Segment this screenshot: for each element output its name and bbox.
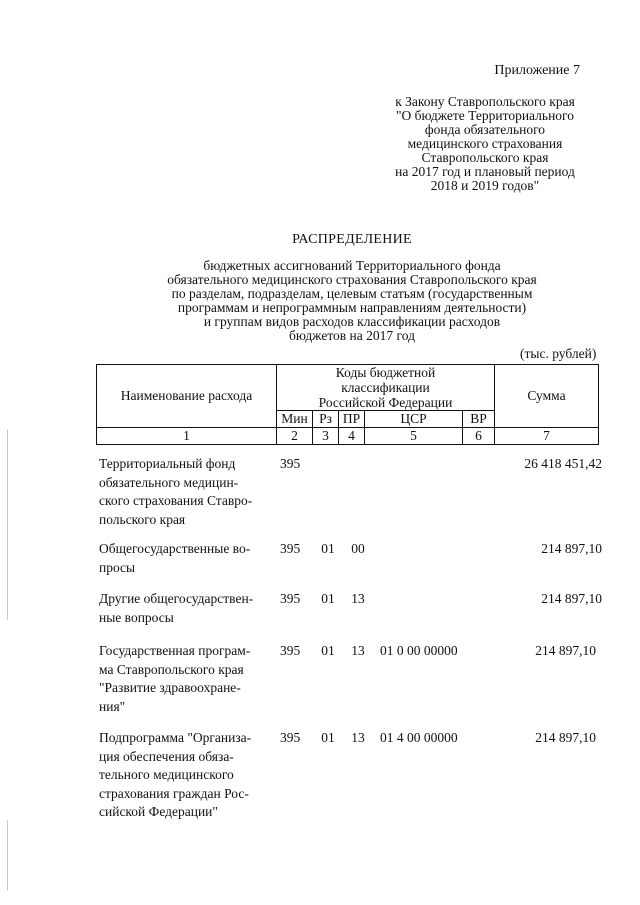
row-name-line: ция обеспечения обяза- xyxy=(99,748,234,764)
row-name-line: ма Ставропольского края xyxy=(99,661,244,677)
scan-margin-line xyxy=(7,430,8,620)
annex-reference xyxy=(380,95,590,193)
row-name xyxy=(99,729,271,822)
row-name xyxy=(99,455,271,529)
row-name-line: Государственная програм- xyxy=(99,643,251,658)
header-number: 2 xyxy=(277,428,313,445)
subtitle-line: по разделам, подразделам, целевым статьям (государственным xyxy=(171,286,533,301)
subtitle-line: бюджетных ассигнований Территориального фонда xyxy=(203,258,501,273)
row-name-line: страхования граждан Рос- xyxy=(99,785,249,801)
annex-title: Приложение 7 xyxy=(494,63,580,78)
row-name-line: тельного медицинского xyxy=(99,767,234,782)
row-name-line: ния" xyxy=(99,698,126,714)
row-pr: 13 xyxy=(351,730,365,745)
row-min: 395 xyxy=(280,456,301,471)
annex-line: медицинского страхования xyxy=(407,136,563,151)
header-csr: ЦСР xyxy=(365,411,463,428)
header-number: 4 xyxy=(339,428,365,445)
header-name: Наименование расхода xyxy=(97,365,277,428)
header-vr: ВР xyxy=(463,411,495,428)
row-min: 395 xyxy=(280,591,301,606)
header-codes-line: Коды бюджетной xyxy=(335,365,436,380)
annex-line: на 2017 год и плановый период xyxy=(395,164,575,179)
header-pr: ПР xyxy=(339,411,365,428)
row-pr: 13 xyxy=(351,591,365,606)
table-header xyxy=(96,364,599,445)
row-rz: 01 xyxy=(321,643,335,658)
row-pr: 13 xyxy=(351,643,365,658)
row-name-line: "Развитие здравоохране- xyxy=(99,680,241,695)
header-number: 3 xyxy=(313,428,339,445)
row-min: 395 xyxy=(280,643,301,658)
header-codes-line: классификации xyxy=(341,380,430,395)
row-csr: 01 0 00 00000 xyxy=(380,643,458,658)
subtitle-line: программам и непрограммным направлениям деятельности) xyxy=(177,300,527,315)
row-pr: 00 xyxy=(351,541,365,556)
row-name-line: просы xyxy=(99,559,136,575)
subtitle-line: бюджетов на 2017 год xyxy=(289,328,415,343)
row-csr: 01 4 00 00000 xyxy=(380,730,458,745)
row-name-line: Подпрограмма "Организа- xyxy=(99,730,252,745)
row-name-line: Общегосударственные во- xyxy=(99,541,251,556)
row-rz: 01 xyxy=(321,541,335,556)
subtitle-line: и группам видов расходов классификации расходов xyxy=(203,314,501,329)
units-label: (тыс. рублей) xyxy=(520,346,597,361)
row-sum: 214 897,10 xyxy=(535,643,596,658)
row-sum: 214 897,10 xyxy=(535,730,596,745)
row-rz: 01 xyxy=(321,730,335,745)
header-codes xyxy=(277,365,495,411)
row-name-line: польского края xyxy=(99,511,186,527)
document-heading: РАСПРЕДЕЛЕНИЕ xyxy=(292,232,412,247)
document-subtitle xyxy=(150,259,554,343)
header-number: 6 xyxy=(463,428,495,445)
row-min: 395 xyxy=(280,541,301,556)
header-rz: Рз xyxy=(313,411,339,428)
header-number: 1 xyxy=(97,428,277,445)
row-name-line: ского страхования Ставро- xyxy=(99,493,253,508)
row-rz: 01 xyxy=(321,591,335,606)
row-name xyxy=(99,642,271,716)
header-number: 5 xyxy=(365,428,463,445)
row-sum: 214 897,10 xyxy=(541,541,602,556)
row-name-line: Другие общегосударствен- xyxy=(99,591,254,606)
header-codes-line: Российской Федерации xyxy=(318,395,453,410)
header-number: 7 xyxy=(495,428,599,445)
annex-line: к Закону Ставропольского края xyxy=(395,94,575,109)
row-name-line: ные вопросы xyxy=(99,609,174,625)
row-name-line: сийской Федерации" xyxy=(99,804,218,819)
annex-line: фонда обязательного xyxy=(424,122,546,137)
row-name-line: обязательного медицин- xyxy=(99,474,239,490)
subtitle-line: обязательного медицинского страхования Ставропольского края xyxy=(167,272,537,287)
header-min: Мин xyxy=(277,411,313,428)
row-sum: 26 418 451,42 xyxy=(524,456,602,471)
row-name xyxy=(99,540,271,577)
header-sum: Сумма xyxy=(495,365,599,428)
annex-line: Ставропольского края xyxy=(421,150,549,165)
scan-margin-line xyxy=(7,820,8,890)
row-min: 395 xyxy=(280,730,301,745)
annex-line: "О бюджете Территориального xyxy=(395,108,574,123)
row-name-line: Территориальный фонд xyxy=(99,456,236,471)
row-sum: 214 897,10 xyxy=(541,591,602,606)
row-name xyxy=(99,590,271,627)
annex-line: 2018 и 2019 годов" xyxy=(430,178,540,193)
